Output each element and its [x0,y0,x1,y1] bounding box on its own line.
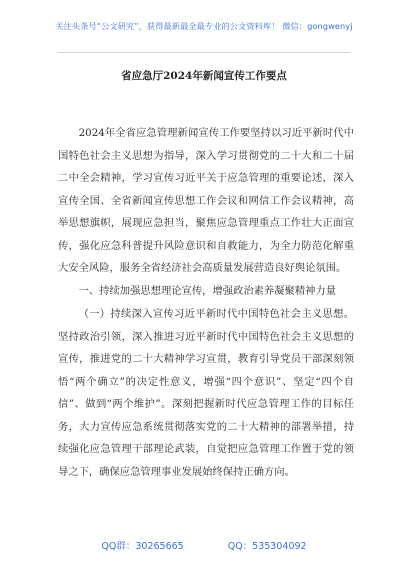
header-promo-text: 关注头条号“公文研究”，获得最新最全最专业的公文资料库！ 微信：gongwenyj [55,20,353,31]
intro-paragraph: 2024年全省应急管理新闻宣传工作要坚持以习近平新时代中国特色社会主义思想为指导，深入学习贯彻党的二十大和二十届二中全会精神，学习宣传习近平关于应急管理的重要论述，深入宣传全国、全省新闻宣传思想工作会议和网信工作会议精神，高举思想旗帜，展现应急担当，聚焦应急管理重点工作壮大正面宣传，强化应急科普提升风险意识和自救能力，为全力防范化解重大安全风险，服务全省经济社会高质量发展营造良好舆论氛围。 [58,127,354,274]
qq-contact-text: QQ：535304092 [227,541,307,552]
watermark-header [0,0,408,52]
subsection-paragraph-1: （一）持续深入宣传习近平新时代中国特色社会主义思想。坚持政治引领，深入推进习近平新时代中国特色社会主义思想的宣传，推进党的二十大精神学习宣贯，教育引导党员干部深刻领悟“两个确立”的决定性意义，增强“四个意识”、坚定“四个自信”、做到“两个维护”。深刻把握新时代应急管理工作的目标任务，大力宣传应急系统贯彻落实党的二十大精神的部署举措，持续强化应急管理干部理论武装，自觉把应急管理工作置于党的领导之下，确保应急管理事业发展始终保持正确方向。 [58,308,354,478]
document-body [58,122,354,483]
header-divider [58,52,350,53]
watermark-footer [0,538,408,552]
qq-group-text: QQ群：30265665 [101,541,184,552]
document-title: 省应急厅2024年新闻宣传工作要点 [121,70,287,82]
section-heading-1: 一、持续加强思想理论宣传，增强政治素养凝聚精神力量 [78,284,337,297]
